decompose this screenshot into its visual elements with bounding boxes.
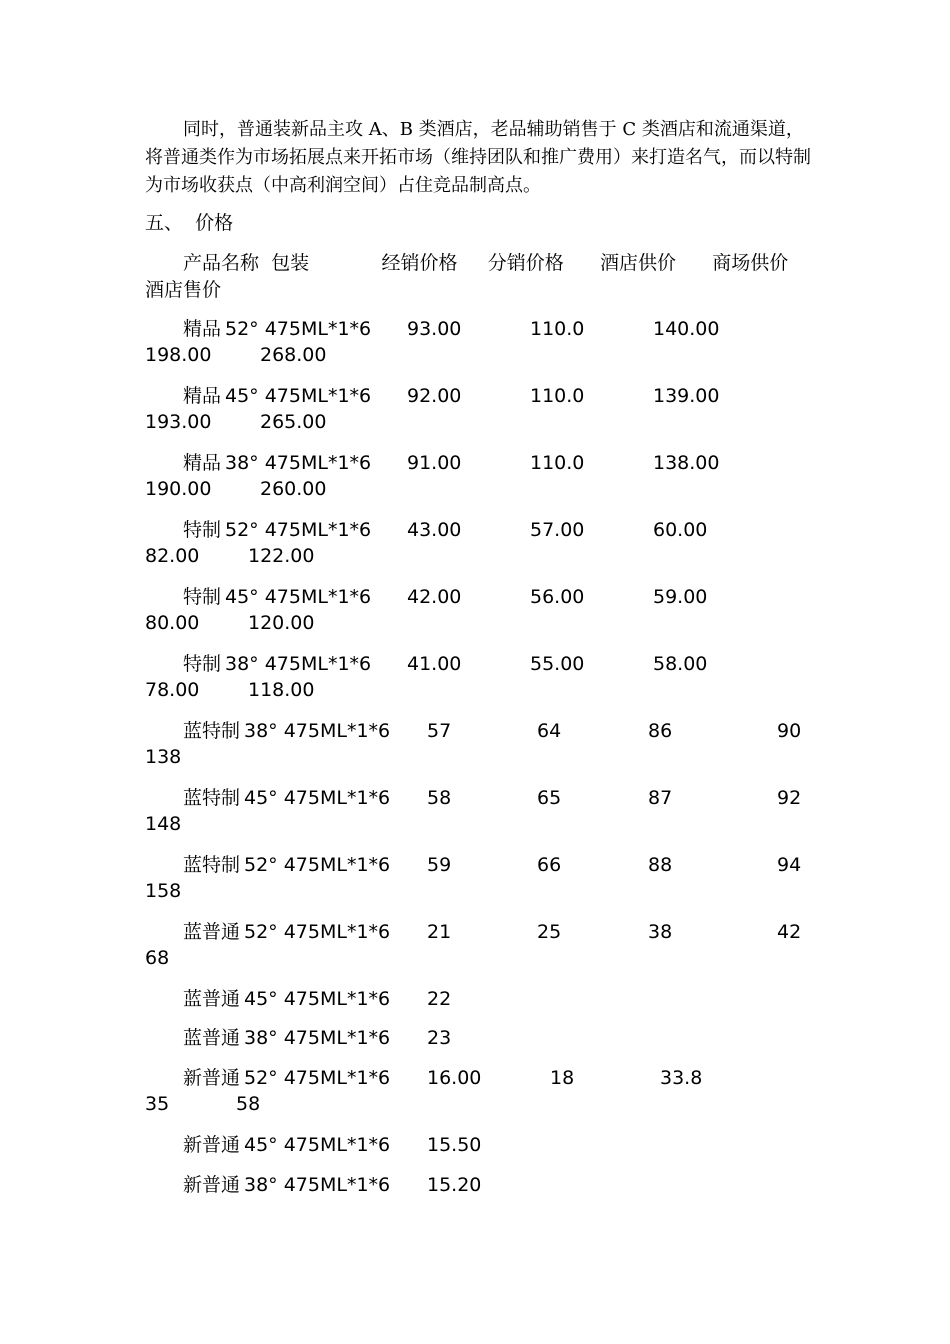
product-name: 新普通 [183,1067,241,1089]
distributor-price: 23 [427,1027,452,1049]
hotel-supply-price: 33.8 [660,1067,703,1089]
product-name: 精品 [183,452,222,474]
wrapped-value-a: 190.00 [145,478,212,500]
distributor-price: 16.00 [427,1067,482,1089]
product-name: 蓝特制 [183,720,241,742]
sub-distributor-price: 25 [537,921,562,943]
distributor-price: 91.00 [407,452,462,474]
product-name: 蓝普通 [183,921,241,943]
distributor-price: 59 [427,854,452,876]
product-name: 精品 [183,385,222,407]
distributor-price: 57 [427,720,452,742]
product-name: 特制 [183,586,222,608]
product-spec: 38° 475ML*1*6 [244,1027,391,1049]
distributor-price: 21 [427,921,452,943]
mall-supply-price: 42 [777,921,802,943]
hotel-supply-price: 87 [648,787,673,809]
distributor-price: 15.50 [427,1134,482,1156]
sub-distributor-price: 66 [537,854,562,876]
wrapped-value-a: 78.00 [145,679,200,701]
sub-distributor-price: 56.00 [530,586,585,608]
wrapped-value-a: 193.00 [145,411,212,433]
product-name: 蓝特制 [183,854,241,876]
product-name: 特制 [183,519,222,541]
intro-paragraph [145,116,811,200]
sub-distributor-price: 64 [537,720,562,742]
sub-distributor-price: 57.00 [530,519,585,541]
mall-supply-price: 92 [777,787,802,809]
wrapped-value-a: 68 [145,947,170,969]
product-spec: 52° 475ML*1*6 [244,854,391,876]
distributor-price: 92.00 [407,385,462,407]
distributor-price: 22 [427,988,452,1010]
hotel-supply-price: 139.00 [653,385,720,407]
product-spec: 45° 475ML*1*6 [244,988,391,1010]
hotel-supply-price: 38 [648,921,673,943]
intro-paragraph-text: 同时，普通装新品主攻 A、B 类酒店，老品辅助销售于 C 类酒店和流通渠道，将普通类作为市场拓展点来开拓市场（维持团队和推广费用）来打造名气，而以特制为市场收获点（中高利润空间）占住竞品制高点。 [145,119,811,196]
hotel-supply-price: 59.00 [653,586,708,608]
product-spec: 52° 475ML*1*6 [244,1067,391,1089]
product-spec: 52° 475ML*1*6 [225,318,372,340]
wrapped-value-a: 82.00 [145,545,200,567]
distributor-price: 43.00 [407,519,462,541]
wrapped-value-b: 118.00 [248,679,315,701]
product-spec: 38° 475ML*1*6 [244,720,391,742]
product-name: 特制 [183,653,222,675]
hotel-supply-price: 58.00 [653,653,708,675]
distributor-price: 58 [427,787,452,809]
sub-distributor-price: 110.0 [530,385,585,407]
table-header-line1: 产品名称 包装 经销价格 分销价格 酒店供价 商场供价 [183,252,789,274]
wrapped-value-b: 265.00 [260,411,327,433]
product-spec: 52° 475ML*1*6 [244,921,391,943]
distributor-price: 93.00 [407,318,462,340]
product-name: 蓝普通 [183,988,241,1010]
wrapped-value-b: 268.00 [260,344,327,366]
table-header-line2: 酒店售价 [145,279,222,301]
distributor-price: 41.00 [407,653,462,675]
product-name: 新普通 [183,1174,241,1196]
mall-supply-price: 90 [777,720,802,742]
wrapped-value-b: 260.00 [260,478,327,500]
sub-distributor-price: 65 [537,787,562,809]
sub-distributor-price: 110.0 [530,452,585,474]
wrapped-value-a: 148 [145,813,182,835]
product-spec: 38° 475ML*1*6 [225,452,372,474]
hotel-supply-price: 88 [648,854,673,876]
hotel-supply-price: 86 [648,720,673,742]
distributor-price: 15.20 [427,1174,482,1196]
product-spec: 45° 475ML*1*6 [225,385,372,407]
wrapped-value-a: 198.00 [145,344,212,366]
product-spec: 38° 475ML*1*6 [244,1174,391,1196]
product-name: 蓝特制 [183,787,241,809]
wrapped-value-a: 80.00 [145,612,200,634]
sub-distributor-price: 55.00 [530,653,585,675]
product-spec: 52° 475ML*1*6 [225,519,372,541]
sub-distributor-price: 18 [550,1067,575,1089]
mall-supply-price: 94 [777,854,802,876]
product-name: 新普通 [183,1134,241,1156]
wrapped-value-a: 35 [145,1093,170,1115]
wrapped-value-b: 58 [236,1093,261,1115]
hotel-supply-price: 60.00 [653,519,708,541]
distributor-price: 42.00 [407,586,462,608]
product-spec: 45° 475ML*1*6 [244,1134,391,1156]
sub-distributor-price: 110.0 [530,318,585,340]
hotel-supply-price: 138.00 [653,452,720,474]
wrapped-value-a: 138 [145,746,182,768]
product-spec: 38° 475ML*1*6 [225,653,372,675]
product-name: 蓝普通 [183,1027,241,1049]
hotel-supply-price: 140.00 [653,318,720,340]
product-spec: 45° 475ML*1*6 [225,586,372,608]
product-name: 精品 [183,318,222,340]
section-heading: 五、 价格 [145,212,234,234]
wrapped-value-b: 122.00 [248,545,315,567]
product-spec: 45° 475ML*1*6 [244,787,391,809]
wrapped-value-a: 158 [145,880,182,902]
wrapped-value-b: 120.00 [248,612,315,634]
